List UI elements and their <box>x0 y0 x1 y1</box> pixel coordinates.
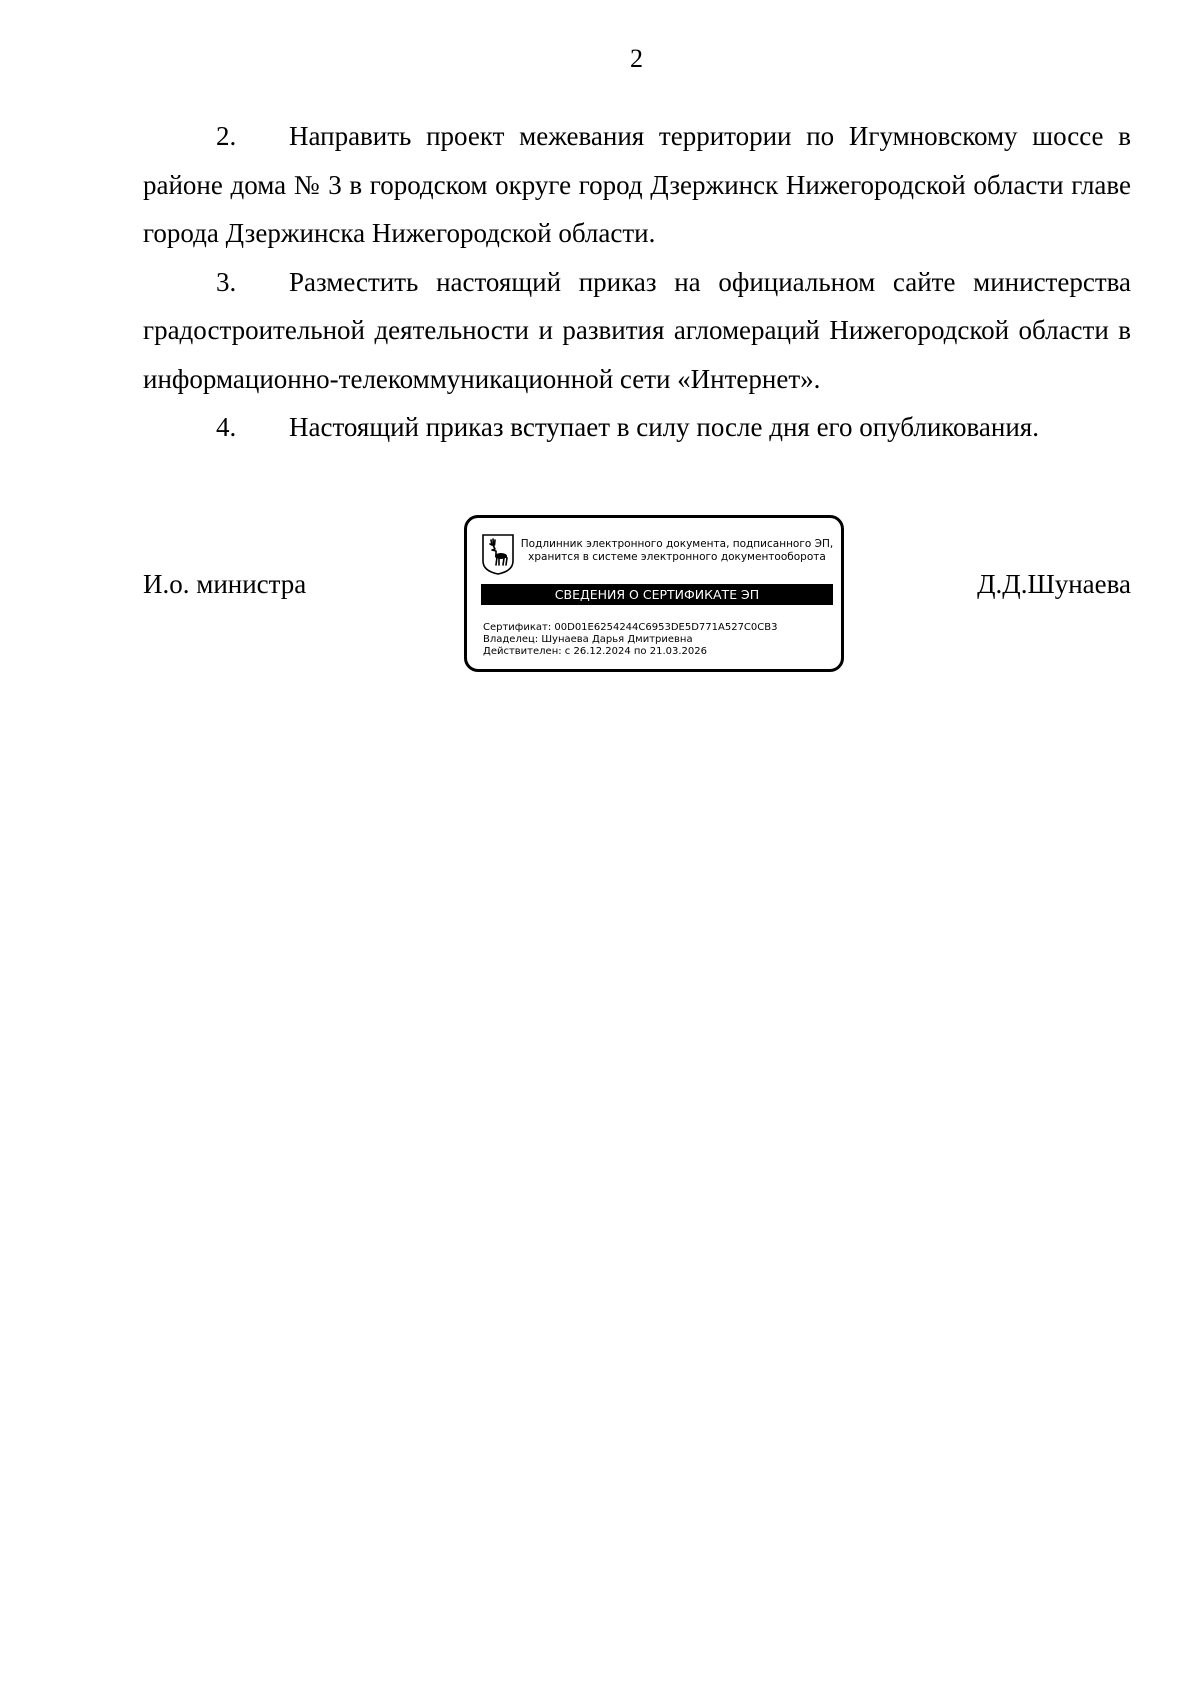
stamp-notice-line: хранится в системе электронного документооборота <box>528 551 826 563</box>
item-number: 3. <box>216 266 237 297</box>
electronic-signature-stamp <box>464 515 844 672</box>
certificate-number: Сертификат: 00D01E6254244C6953DE5D771A527C0CB3 <box>483 622 778 633</box>
item-number: 2. <box>216 121 237 151</box>
signatory-name: Д.Д.Шунаева <box>977 569 1131 599</box>
item-text: Настоящий приказ вступает в силу после дня его опубликования. <box>289 412 1039 442</box>
stamp-notice <box>517 538 837 564</box>
item-text: Направить проект межевания территории по Игумновскому шоссе в районе дома № 3 в городском округе город Дзержинск Нижегородской области главе города Дзержинска Нижегородской области. <box>143 121 1131 248</box>
stamp-notice-line: Подлинник электронного документа, подписанного ЭП, <box>520 538 834 550</box>
deer-emblem-icon <box>481 533 515 575</box>
certificate-owner: Владелец: Шунаева Дарья Дмитриевна <box>483 634 693 645</box>
item-number: 4. <box>216 412 237 442</box>
order-item-2 <box>143 112 1131 258</box>
certificate-validity: Действителен: с 26.12.2024 по 21.03.2026 <box>483 646 707 657</box>
page-number: 2 <box>630 44 643 73</box>
order-item-4 <box>143 403 1131 452</box>
order-body <box>143 112 1131 452</box>
signatory-title: И.о. министра <box>143 569 307 599</box>
item-text: Разместить настоящий приказ на официальном сайте министерства градостроительной деятельности и развития агломераций Нижегородской области в информационно-телекоммуникационной сети «Интернет». <box>143 266 1131 394</box>
order-item-3 <box>143 258 1131 404</box>
certificate-details <box>483 622 777 658</box>
certificate-banner: СВЕДЕНИЯ О СЕРТИФИКАТЕ ЭП <box>481 584 833 605</box>
